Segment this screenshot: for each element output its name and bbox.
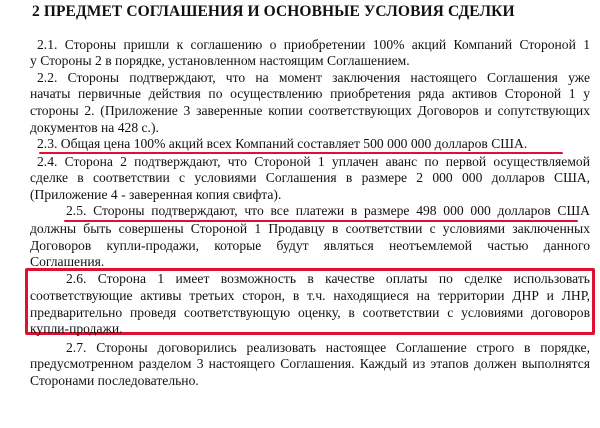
text-line: соответствующие активы третьих сторон, в т.ч. находящиеся на территории ДНР и ЛНР, (30, 288, 590, 303)
text-line: предусмотренном разделом 3 настоящего Соглашения. Каждый из этапов должен выполнятся (30, 356, 590, 371)
text-line: стороны 2. (Приложение 3 заверенные копии соответствующих Договоров и сопутствующих (30, 103, 590, 118)
text-line: сделке в соответствии с условиями Соглашения в размере 2 000 000 долларов США, (30, 170, 590, 185)
text-line: купли-продажи. (30, 321, 123, 336)
text-line-highlighted: 2.3. Общая цена 100% акций всех Компаний составляет 500 000 000 долларов США. (37, 136, 528, 151)
text-line: 2.2. Стороны подтверждают, что на момент заключения настоящего Соглашения уже (37, 70, 590, 85)
text-line: у Стороны 2 в порядке, установленном настоящим Соглашением. (30, 53, 410, 68)
text-line: 2.1. Стороны пришли к соглашению о приобретении 100% акций Компаний Стороной 1 (37, 37, 590, 52)
section-heading: 2 ПРЕДМЕТ СОГЛАШЕНИЯ И ОСНОВНЫЕ УСЛОВИЯ СДЕЛКИ (32, 3, 515, 20)
text-line: Соглашения. (30, 254, 105, 269)
text-line: предварительно проведя соответствующую оценку, в соответствии с условиями договоров (30, 305, 590, 320)
text-line: (Приложение 4 - заверенная копия свифта). (30, 187, 282, 202)
text-line: 2.4. Сторона 2 подтверждают, что Стороной 1 уплачен аванс по первой осуществляемой (37, 154, 590, 169)
text-line: Сторонами последовательно. (30, 373, 199, 388)
text-line: 2.6. Сторона 1 имеет возможность в качестве оплаты по сделке использовать (66, 271, 590, 286)
text-line: 2.7. Стороны договорились реализовать настоящее Соглашение строго в порядке, (66, 340, 590, 355)
text-line: должны быть совершены Стороной 1 Продавцу в соответствии с условиями заключенных (30, 221, 590, 236)
text-line: документов на 428 с.). (30, 120, 159, 135)
text-line: Договоров купли-продажи, которые будут являться неотъемлемой частью данного (30, 238, 590, 253)
text-line-highlighted: 2.5. Стороны подтверждают, что все платежи в размере 498 000 000 долларов США (66, 203, 590, 218)
text-line: начаты первичные действия по осуществлению приобретения ряда активов Стороной 1 у (30, 86, 590, 101)
